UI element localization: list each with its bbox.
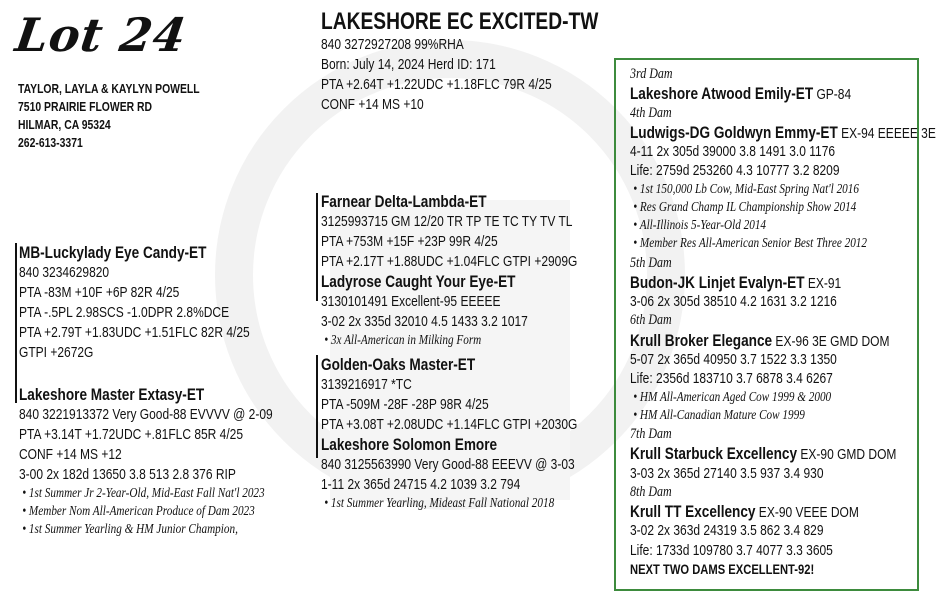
- pedigree-bracket: [316, 193, 318, 301]
- dam-label: 3rd Dam: [630, 66, 673, 82]
- consignor-street: 7510 PRAIRIE FLOWER RD: [18, 99, 153, 114]
- dam-label: 8th Dam: [630, 483, 672, 500]
- dam-record: 5-07 2x 365d 40950 3.7 1522 3.3 1350: [630, 351, 837, 369]
- dam-note: • 1st 150,000 Lb Cow, Mid-East Spring Nat'l 2016: [633, 181, 859, 197]
- animal-line: CONF +14 MS +10: [321, 96, 424, 113]
- dam-note: • HM All-American Aged Cow 1999 & 2000: [633, 389, 832, 405]
- sire-dam-note: • 3x All-American in Milking Form: [324, 333, 482, 348]
- sire-sire-block: [321, 192, 577, 350]
- dam-note: • 1st Summer Yearling & HM Junior Champion,: [22, 522, 238, 537]
- dam-sire-line: PTA -509M -28F -28P 98R 4/25: [321, 396, 489, 413]
- sire-line: PTA -83M +10F +6P 82R 4/25: [19, 284, 180, 301]
- dam-label: 4th Dam: [630, 104, 672, 121]
- footer-note: NEXT TWO DAMS EXCELLENT-92!: [630, 561, 815, 578]
- dam-sire-name: Golden-Oaks Master-ET: [321, 355, 476, 374]
- lot-number: Lot 24: [12, 8, 191, 62]
- dam-entry: Krull Broker Elegance EX-96 3E GMD DOM: [630, 330, 890, 350]
- dam-record: Life: 2759d 253260 4.3 10777 3.2 8209: [630, 162, 840, 180]
- dam-entry: Lakeshore Atwood Emily-ET GP-84: [630, 84, 852, 104]
- dam-name: Krull Broker Elegance: [630, 330, 773, 350]
- animal-line: 840 3272927208 99%RHA: [321, 36, 464, 53]
- consignor-address: [18, 80, 200, 152]
- dam-note: • Member Res All-American Senior Best Three 2012: [633, 236, 867, 252]
- dam-line: CONF +14 MS +12: [19, 446, 122, 463]
- dam-dam-note: • 1st Summer Yearling, Mideast Fall National 2018: [324, 496, 555, 511]
- animal-line: PTA +2.64T +1.22UDC +1.18FLC 79R 4/25: [321, 76, 552, 93]
- dam-entry: Krull TT Excellency EX-90 VEEE DOM: [630, 502, 859, 522]
- dam-note: • HM All-Canadian Mature Cow 1999: [633, 407, 805, 423]
- dam-record: Life: 2356d 183710 3.7 6878 3.4 6267: [630, 370, 833, 388]
- dam-name: Ludwigs-DG Goldwyn Emmy-ET: [630, 122, 838, 142]
- sire-sire-line: PTA +2.17T +1.88UDC +1.04FLC GTPI +2909G: [321, 253, 578, 270]
- extended-pedigree: [630, 65, 936, 579]
- pedigree-bracket: [316, 355, 318, 458]
- dam-sire-block: [321, 355, 577, 513]
- dam-entry: Krull Starbuck Excellency EX-90 GMD DOM: [630, 444, 897, 464]
- dam-name: Lakeshore Atwood Emily-ET: [630, 84, 814, 104]
- consignor-name: TAYLOR, LAYLA & KAYLYN POWELL: [18, 81, 200, 96]
- sire-line: 840 3234629820: [19, 264, 110, 281]
- dam-label: 7th Dam: [630, 425, 672, 442]
- animal-line: Born: July 14, 2024 Herd ID: 171: [321, 56, 496, 73]
- dam-record: 4-11 2x 305d 39000 3.8 1491 3.0 1176: [630, 143, 836, 161]
- dam-sire-line: 3139216917 *TC: [321, 376, 412, 393]
- dam-record: 3-03 2x 365d 27140 3.5 937 3.4 930: [630, 464, 824, 482]
- dam-note: • Res Grand Champ IL Championship Show 2014: [633, 199, 857, 215]
- dam-name: Krull Starbuck Excellency: [630, 444, 798, 464]
- sire-dam-name: Ladyrose Caught Your Eye-ET: [321, 272, 516, 291]
- sire-line: PTA -.5PL 2.98SCS -1.0DPR 2.8%DCE: [19, 304, 230, 321]
- sire-line: PTA +2.79T +1.83UDC +1.51FLC 82R 4/25: [19, 324, 250, 341]
- dam-note: • Member Nom All-American Produce of Dam 2023: [22, 504, 255, 519]
- sire-block: [19, 243, 250, 363]
- dam-block: [19, 385, 273, 539]
- dam-record: 3-06 2x 305d 38510 4.2 1631 3.2 1216: [630, 293, 837, 311]
- sire-name: MB-Luckylady Eye Candy-ET: [19, 243, 207, 262]
- dam-note: • All-Illinois 5-Year-Old 2014: [633, 218, 767, 234]
- dam-entry: Budon-JK Linjet Evalyn-ET EX-91: [630, 272, 842, 292]
- dam-dam-name: Lakeshore Solomon Emore: [321, 435, 498, 454]
- dam-dam-line: 840 3125563990 Very Good-88 EEEVV @ 3-03: [321, 456, 575, 473]
- dam-name: Krull TT Excellency: [630, 502, 756, 522]
- sire-dam-line: 3-02 2x 335d 32010 4.5 1433 3.2 1017: [321, 313, 528, 330]
- sire-sire-line: 3125993715 GM 12/20 TR TP TE TC TY TV TL: [321, 213, 573, 230]
- dam-dam-line: 1-11 2x 365d 24715 4.2 1039 3.2 794: [321, 476, 521, 493]
- dam-label: 5th Dam: [630, 254, 672, 271]
- sire-line: GTPI +2672G: [19, 344, 94, 361]
- dam-label: 6th Dam: [630, 312, 672, 329]
- sire-sire-line: PTA +753M +15F +23P 99R 4/25: [321, 233, 498, 250]
- dam-line: 3-00 2x 182d 13650 3.8 513 2.8 376 RIP: [19, 466, 236, 483]
- dam-name: Lakeshore Master Extasy-ET: [19, 385, 205, 404]
- animal-name: LAKESHORE EC EXCITED-TW: [321, 8, 599, 35]
- dam-line: PTA +3.14T +1.72UDC +.81FLC 85R 4/25: [19, 426, 244, 443]
- dam-entry: Ludwigs-DG Goldwyn Emmy-ET EX-94 EEEEE 3E: [630, 122, 936, 142]
- consignor-phone: 262-613-3371: [18, 135, 83, 150]
- dam-record: Life: 1733d 109780 3.7 4077 3.3 3605: [630, 541, 833, 559]
- animal-info: [321, 9, 598, 115]
- dam-note: • 1st Summer Jr 2-Year-Old, Mid-East Fall Nat'l 2023: [22, 486, 265, 501]
- sire-sire-name: Farnear Delta-Lambda-ET: [321, 192, 487, 211]
- dam-name: Budon-JK Linjet Evalyn-ET: [630, 272, 805, 292]
- dam-line: 840 3221913372 Very Good-88 EVVVV @ 2-09: [19, 406, 273, 423]
- consignor-city: HILMAR, CA 95324: [18, 117, 111, 132]
- pedigree-bracket: [15, 243, 17, 403]
- sire-dam-line: 3130101491 Excellent-95 EEEEE: [321, 293, 501, 310]
- dam-record: 3-02 2x 363d 24319 3.5 862 3.4 829: [630, 522, 824, 540]
- dam-sire-line: PTA +3.08T +2.08UDC +1.14FLC GTPI +2030G: [321, 416, 578, 433]
